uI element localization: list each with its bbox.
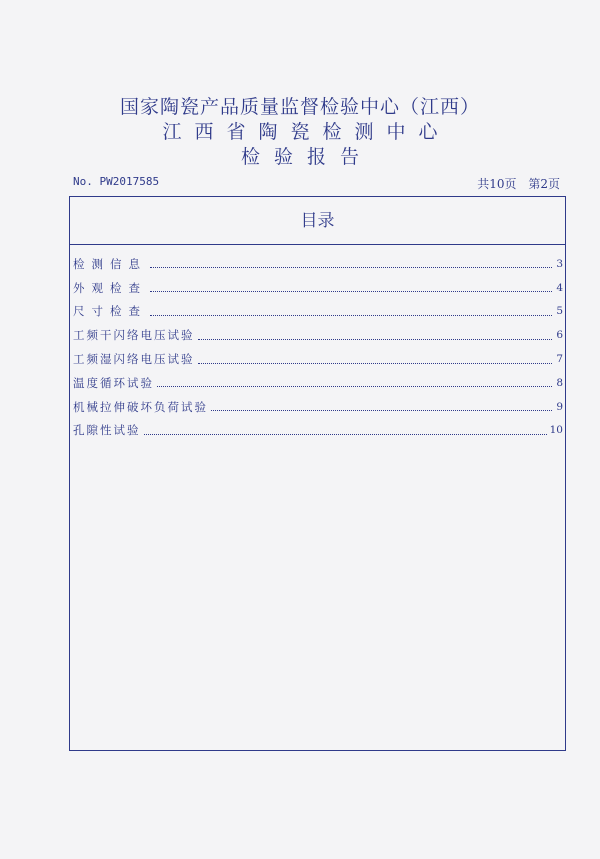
toc-leader-dots — [150, 315, 552, 316]
current-page: 第2页 — [528, 177, 560, 191]
header-org-name: 国家陶瓷产品质量监督检验中心（江西） — [119, 96, 480, 118]
toc-item-label: 工频干闪络电压试验 — [73, 328, 195, 343]
toc-leader-dots — [211, 410, 552, 411]
toc-leader-dots — [150, 291, 552, 292]
toc-leader-dots — [150, 267, 552, 268]
header-report-title: 检验报告 — [240, 146, 373, 168]
toc-item-label: 检测信息 — [73, 256, 147, 271]
toc-item — [73, 371, 563, 395]
toc-leader-dots — [157, 386, 552, 387]
toc-item-page: 3 — [556, 257, 563, 270]
header-center-name: 江西省陶瓷检测中心 — [162, 121, 451, 143]
toc-item — [73, 300, 563, 324]
toc-item-label: 外观检查 — [73, 280, 147, 295]
toc-list — [73, 252, 563, 442]
page-info — [469, 175, 560, 192]
toc-item-label: 机械拉伸破坏负荷试验 — [73, 399, 208, 414]
toc-item-page: 4 — [556, 281, 563, 294]
toc-item-page: 6 — [556, 329, 563, 342]
toc-item — [73, 323, 563, 347]
toc-item-label: 尺寸检查 — [73, 304, 147, 319]
report-meta-row — [73, 175, 560, 191]
toc-item-page: 5 — [556, 305, 563, 318]
toc-item-page: 8 — [556, 376, 563, 389]
toc-frame — [69, 196, 566, 751]
toc-item-page: 7 — [556, 353, 563, 366]
toc-item-page: 10 — [549, 424, 563, 437]
toc-item — [73, 276, 563, 300]
toc-leader-dots — [198, 339, 553, 340]
toc-item-label: 孔隙性试验 — [73, 423, 141, 438]
report-number: No. PW2017585 — [73, 175, 160, 188]
toc-item — [73, 347, 563, 371]
toc-item-page: 9 — [556, 400, 563, 413]
toc-item — [73, 252, 563, 276]
toc-item-label: 温度循环试验 — [73, 375, 154, 390]
toc-item-label: 工频湿闪络电压试验 — [73, 352, 195, 367]
toc-item — [73, 395, 563, 419]
toc-item — [73, 419, 563, 443]
toc-title: 目录 — [70, 197, 565, 245]
total-pages: 共10页 — [477, 177, 517, 191]
toc-leader-dots — [144, 434, 547, 435]
toc-leader-dots — [198, 363, 553, 364]
